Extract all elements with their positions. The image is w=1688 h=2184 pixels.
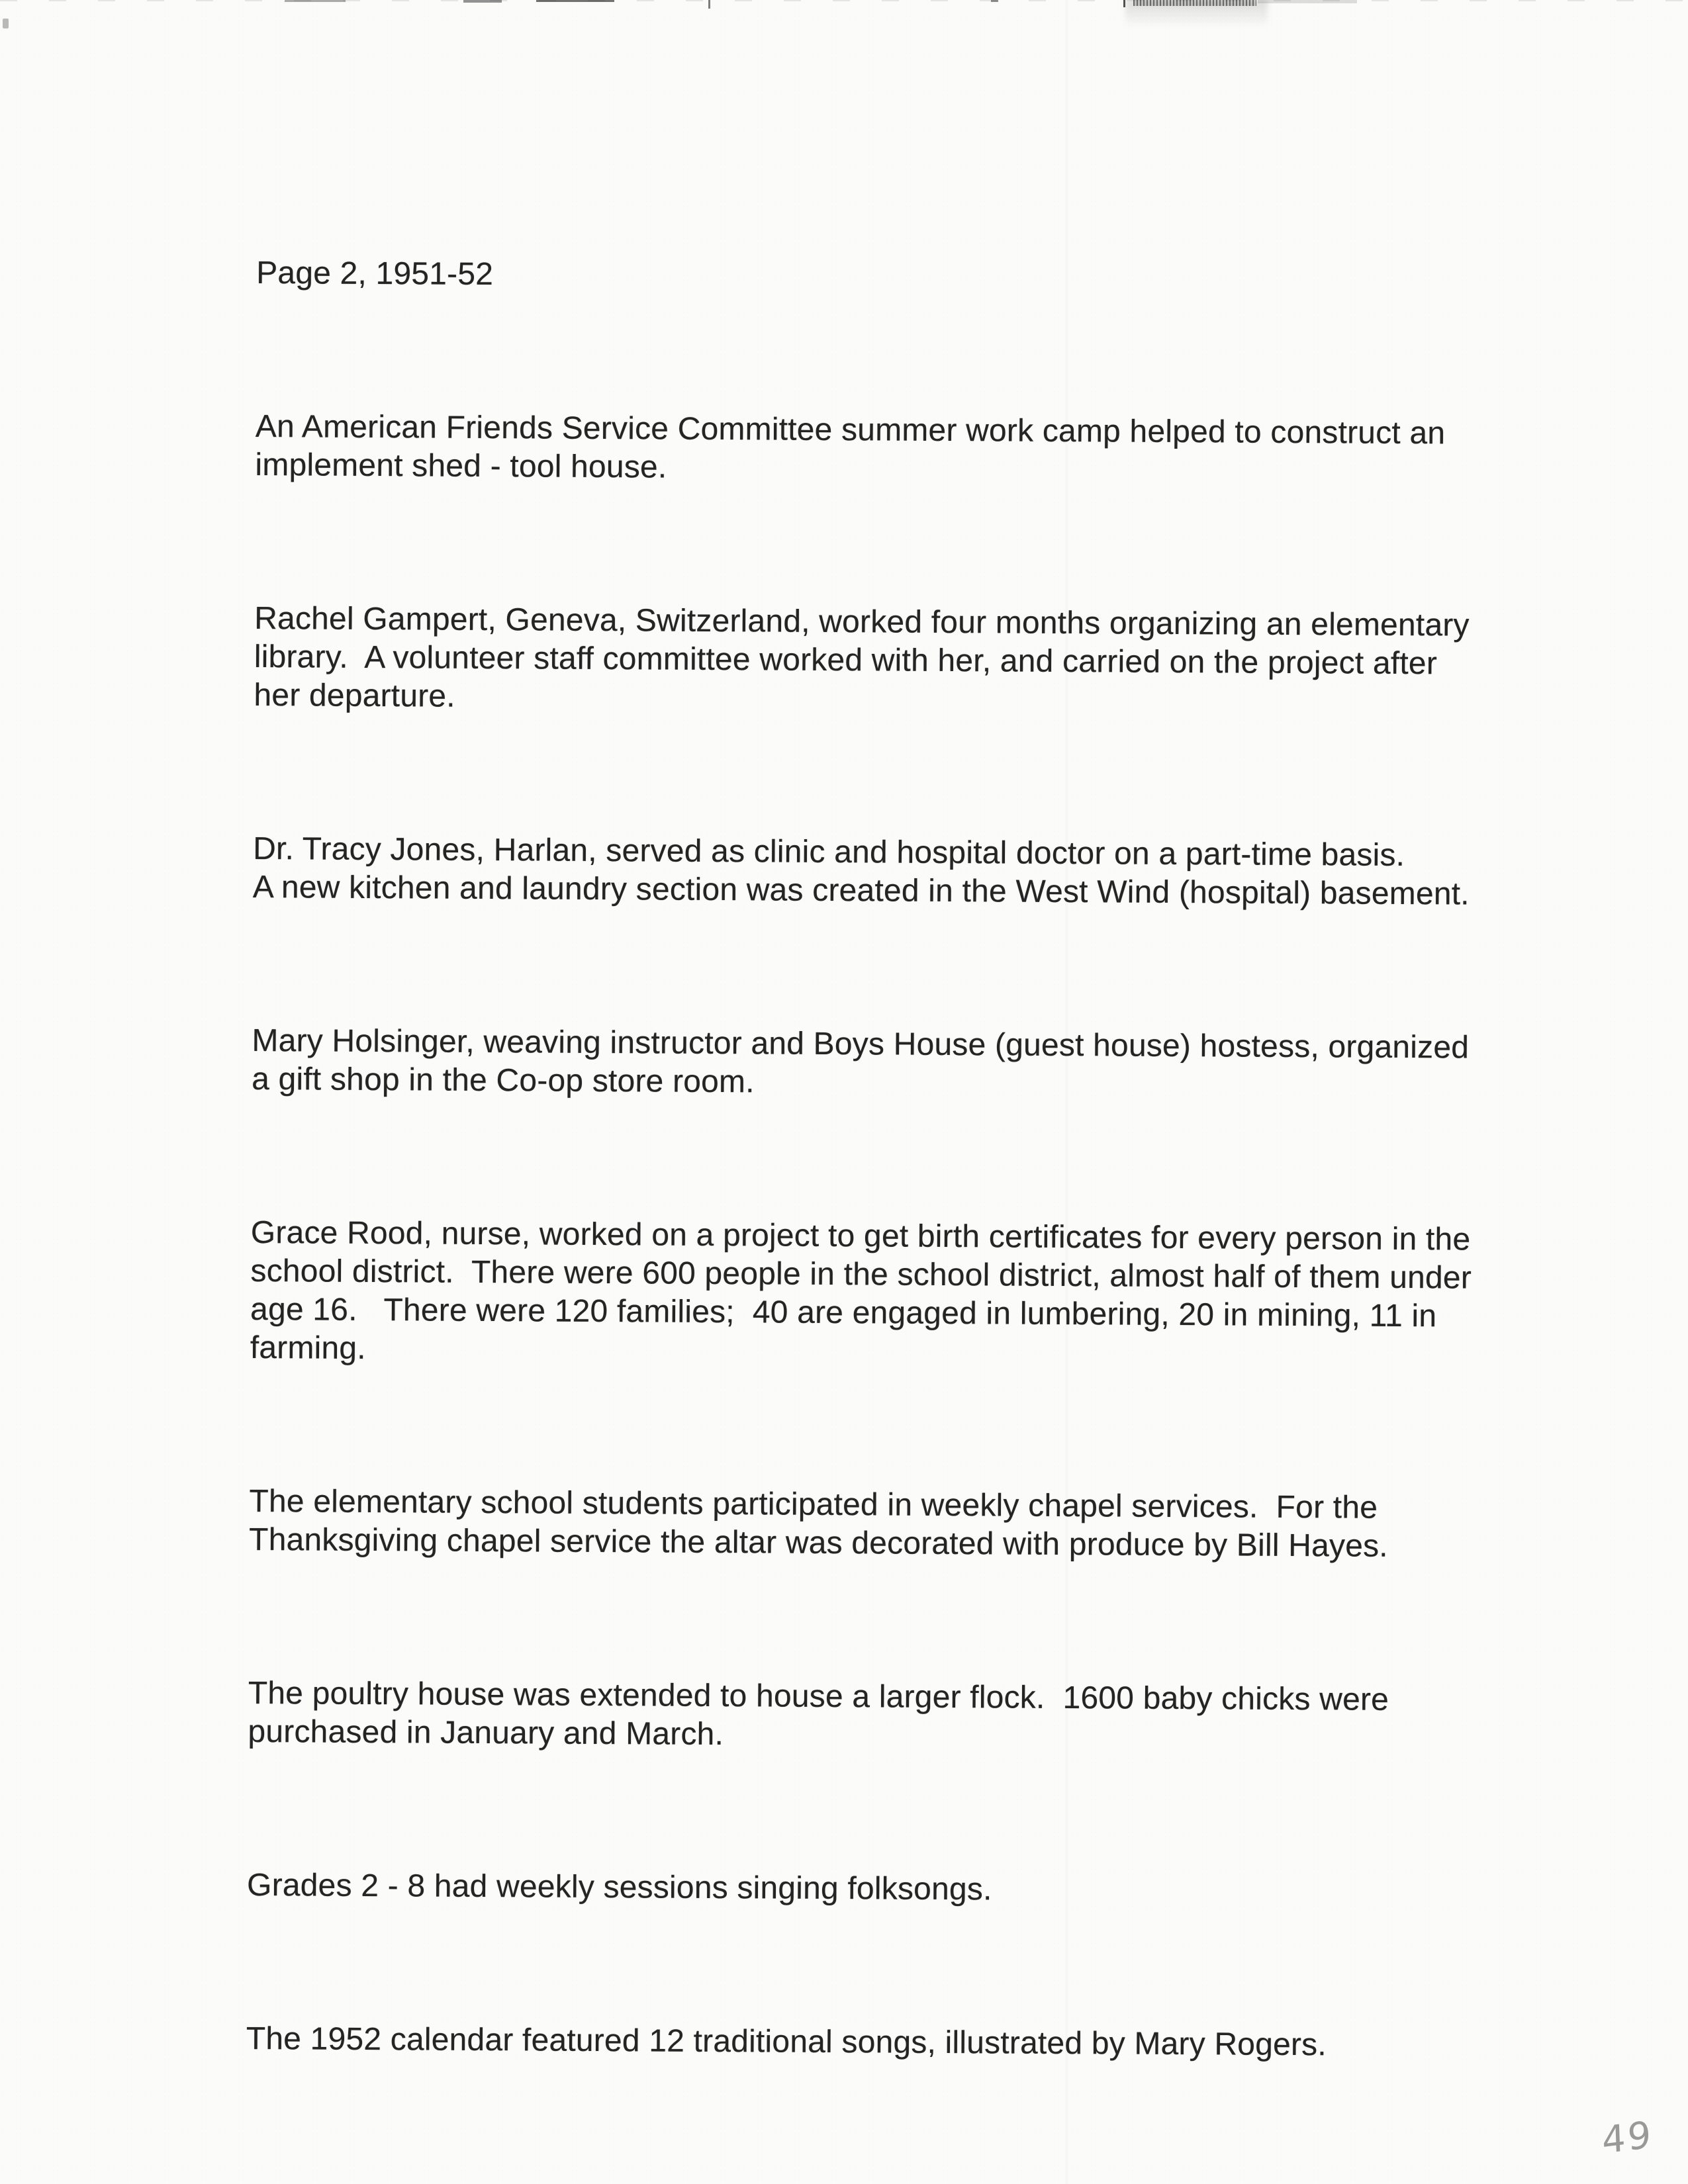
paragraph: Dr. Tracy Jones, Harlan, served as clinic and hospital doctor on a part-time basis. A new kitchen and laundry section was created in the West Wind (hospital) basement.	[252, 831, 1470, 912]
handwritten-page-number: 49	[1601, 2113, 1654, 2163]
paragraph: The 1952 calendar featured 12 traditional songs, illustrated by Mary Rogers.	[246, 2021, 1327, 2063]
paragraph: Grades 2 - 8 had weekly sessions singing folksongs.	[246, 1867, 992, 1907]
paragraph: The elementary school students participated in weekly chapel services. For the Thanksgiving chapel service the altar was decorated with produce by Bill Hayes.	[248, 1483, 1388, 1564]
scan-artifact-streak	[285, 0, 346, 2]
scan-artifact-band	[1258, 0, 1357, 3]
paragraph: Grace Rood, nurse, worked on a project to get birth certificates for every person in the school district. There were 600 people in the school district, almost half of them under age 16. There were 120 families; 40 are engaged in lumbering, 20 in mining, 11 in farming.	[250, 1214, 1472, 1366]
scan-artifact-speck	[3, 19, 9, 28]
scan-artifact-streak	[463, 0, 502, 3]
scan-edge-hairline	[0, 0, 1688, 1]
scan-artifact-band-glow	[1125, 0, 1268, 28]
scan-artifact-tick	[708, 0, 710, 9]
page-heading: Page 2, 1951-52	[256, 255, 494, 293]
paragraph: Rachel Gampert, Geneva, Switzerland, worked four months organizing an elementary library. A volunteer staff committee worked with her, and carried on the project after her departure.	[254, 600, 1470, 714]
paragraph: Mary Holsinger, weaving instructor and Boys House (guest house) hostess, organized a gift shop in the Co-op store room.	[251, 1023, 1470, 1100]
scan-artifact-streak	[536, 0, 614, 2]
paragraph: The poultry house was extended to house a larger flock. 1600 baby chicks were purchased in January and March.	[248, 1675, 1389, 1752]
paragraph: An American Friends Service Committee summer work camp helped to construct an implement shed - tool house.	[255, 408, 1446, 485]
scan-artifact-streak	[991, 0, 998, 2]
document-text-block	[246, 177, 1568, 2181]
